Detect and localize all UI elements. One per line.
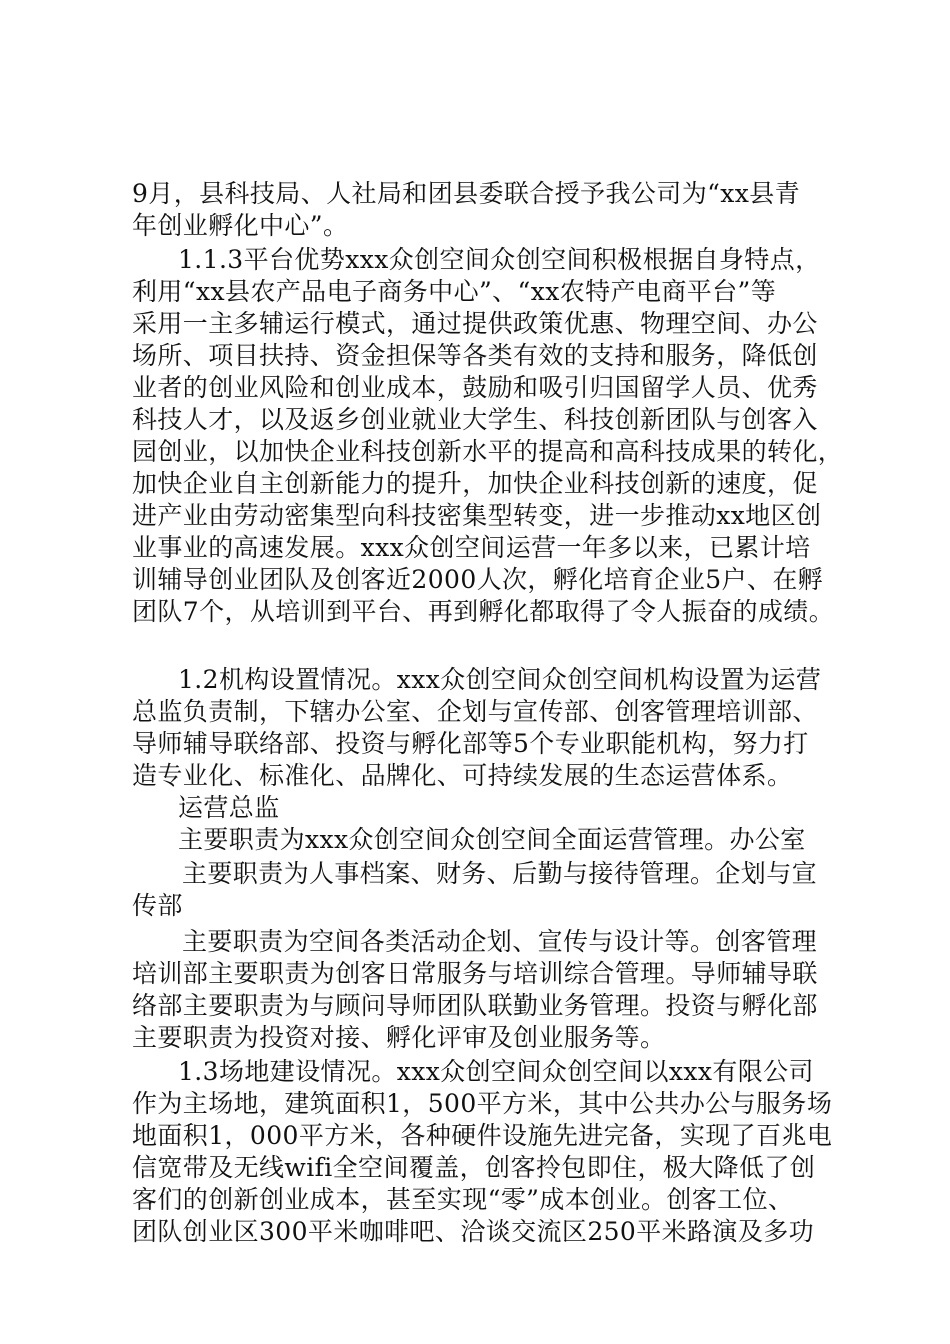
text-line: 加快企业自主创新能力的提升，加快企业科技创新的速度，促	[132, 469, 818, 498]
text-line: 总监负责制，下辖办公室、企划与宣传部、创客管理培训部、	[132, 697, 818, 726]
text-line: 客们的创新创业成本，甚至实现“零”成本创业。创客工位、	[132, 1185, 794, 1214]
text-line: 团队创业区300平米咖啡吧、洽谈交流区250平米路演及多功	[132, 1217, 815, 1246]
text-line: 主要职责为投资对接、孵化评审及创业服务等。	[132, 1023, 666, 1052]
text-line: 1.2机构设置情况。xxx众创空间众创空间机构设置为运营	[178, 665, 822, 694]
text-line: 信宽带及无线wifi全空间覆盖，创客拎包即住，极大降低了创	[132, 1153, 816, 1182]
text-line: 场所、项目扶持、资金担保等各类有效的支持和服务，降低创	[132, 341, 818, 370]
text-line: 传部	[132, 891, 183, 920]
text-line: 作为主场地，建筑面积1，500平方米，其中公共办公与服务场	[132, 1089, 833, 1118]
text-line: 训辅导创业团队及创客近2000人次，孵化培育企业5户、在孵	[132, 565, 824, 594]
text-line: 导师辅导联络部、投资与孵化部等5个专业职能机构，努力打	[132, 729, 809, 758]
text-line: 络部主要职责为与顾问导师团队联勤业务管理。投资与孵化部	[132, 991, 818, 1020]
text-line: 科技人才，以及返乡创业就业大学生、科技创新团队与创客入	[132, 405, 818, 434]
text-line: 采用一主多辅运行模式，通过提供政策优惠、物理空间、办公	[132, 309, 818, 338]
text-line: 9月，县科技局、人社局和团县委联合授予我公司为“xx县青	[132, 179, 801, 208]
text-line: 进产业由劳动密集型向科技密集型转变，进一步推动xx地区创	[132, 501, 822, 530]
text-line: 主要职责为空间各类活动企划、宣传与设计等。创客管理	[182, 927, 818, 956]
text-line: 园创业，以加快企业科技创新水平的提高和高科技成果的转化，	[132, 437, 844, 466]
text-line: 业事业的高速发展。xxx众创空间运营一年多以来，已累计培	[132, 533, 811, 562]
text-line: 团队7个，从培训到平台、再到孵化都取得了令人振奋的成绩。	[132, 597, 835, 626]
text-line: 年创业孵化中心”。	[132, 211, 349, 240]
text-line: 1.1.3平台优势xxx众创空间众创空间积极根据自身特点，	[178, 245, 821, 274]
text-line: 造专业化、标准化、品牌化、可持续发展的生态运营体系。	[132, 761, 793, 790]
text-line: 业者的创业风险和创业成本，鼓励和吸引归国留学人员、优秀	[132, 373, 818, 402]
text-line: 地面积1，000平方米，各种硬件设施先进完备，实现了百兆电	[132, 1121, 833, 1150]
text-line: 利用“xx县农产品电子商务中心”、“xx农特产电商平台”等	[132, 277, 777, 306]
text-line: 1.3场地建设情况。xxx众创空间众创空间以xxx有限公司	[178, 1057, 814, 1086]
text-line: 培训部主要职责为创客日常服务与培训综合管理。导师辅导联	[132, 959, 818, 988]
text-line: 主要职责为人事档案、财务、后勤与接待管理。企划与宣	[182, 859, 818, 888]
text-line: 主要职责为xxx众创空间众创空间全面运营管理。办公室	[178, 825, 806, 854]
text-line: 运营总监	[178, 793, 280, 822]
